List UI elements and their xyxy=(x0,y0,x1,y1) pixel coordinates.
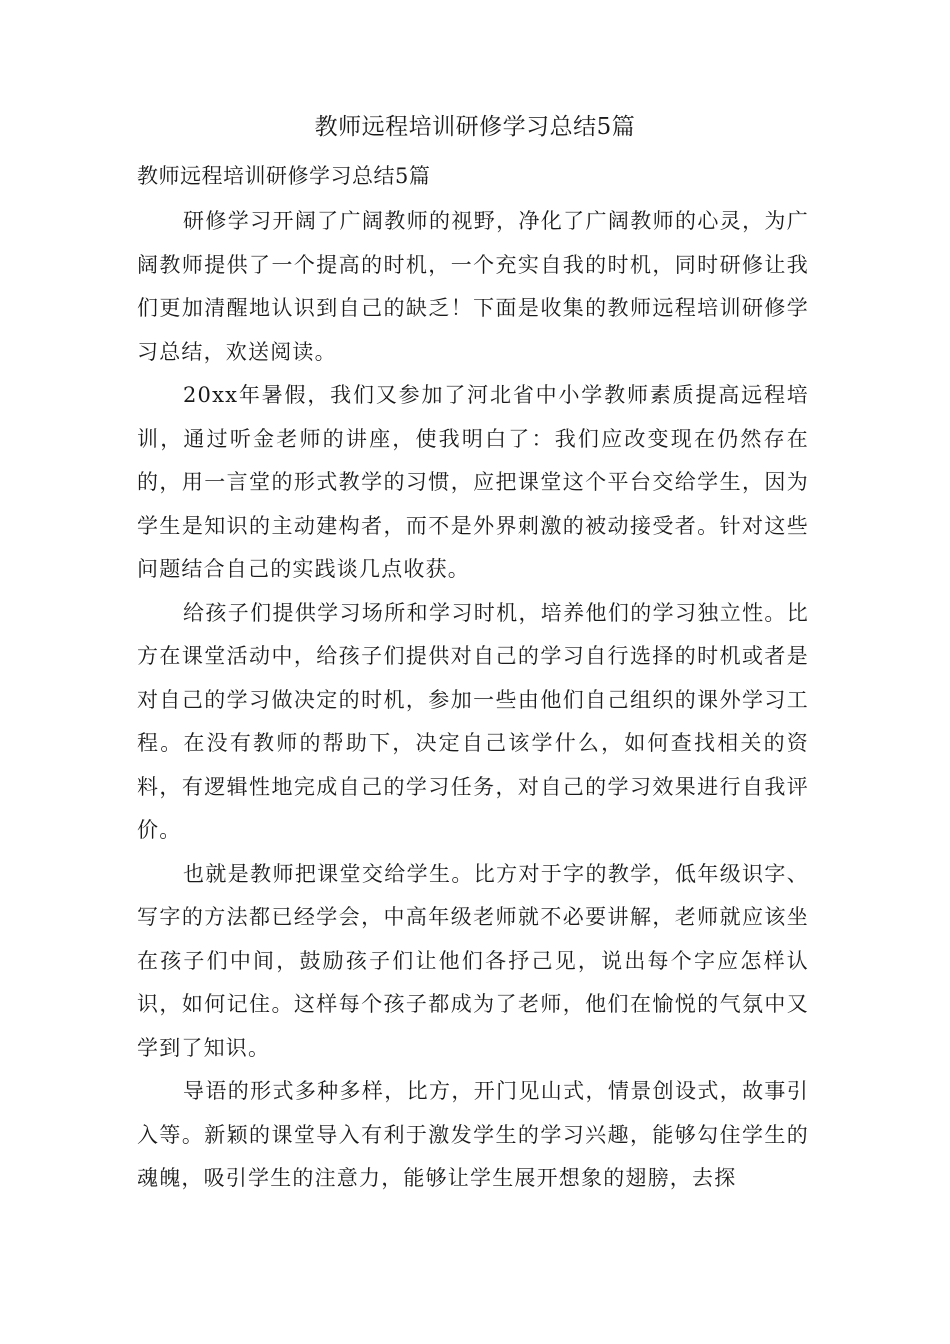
paragraph: 研修学习开阔了广阔教师的视野，净化了广阔教师的心灵，为广阔教师提供了一个提高的时机，一个充实自我的时机，同时研修让我们更加清醒地认识到自己的缺乏！下面是收集的教师远程培训研修学习总结，欢送阅读。 xyxy=(137,209,809,364)
document-title: 教师远程培训研修学习总结5篇 xyxy=(314,114,636,140)
document-subtitle: 教师远程培训研修学习总结5篇 xyxy=(137,164,431,188)
paragraph: 也就是教师把课堂交给学生。比方对于字的教学，低年级识字、写字的方法都已经学会，中高年级老师就不必要讲解，老师就应该坐在孩子们中间，鼓励孩子们让他们各抒己见，说出每个字应怎样认识，如何记住。这样每个孩子都成为了老师，他们在愉悦的气氛中又学到了知识。 xyxy=(137,861,809,1060)
document-body xyxy=(137,200,809,1201)
paragraph: 20xx年暑假，我们又参加了河北省中小学教师素质提高远程培训，通过听金老师的讲座，使我明白了：我们应改变现在仍然存在的，用一言堂的形式教学的习惯，应把课堂这个平台交给学生，因为学生是知识的主动建构者，而不是外界刺激的被动接受者。针对这些问题结合自己的实践谈几点收获。 xyxy=(137,383,809,581)
paragraph: 给孩子们提供学习场所和学习时机，培养他们的学习独立性。比方在课堂活动中，给孩子们提供对自己的学习自行选择的时机或者是对自己的学习做决定的时机，参加一些由他们自己组织的课外学习工程。在没有教师的帮助下，决定自己该学什么，如何查找相关的资料，有逻辑性地完成自己的学习任务，对自己的学习效果进行自我评价。 xyxy=(137,600,809,842)
paragraph: 导语的形式多种多样，比方，开门见山式，情景创设式，故事引入等。新颖的课堂导入有利于激发学生的学习兴趣，能够勾住学生的魂魄，吸引学生的注意力，能够让学生展开想象的翅膀，去探 xyxy=(137,1079,809,1190)
